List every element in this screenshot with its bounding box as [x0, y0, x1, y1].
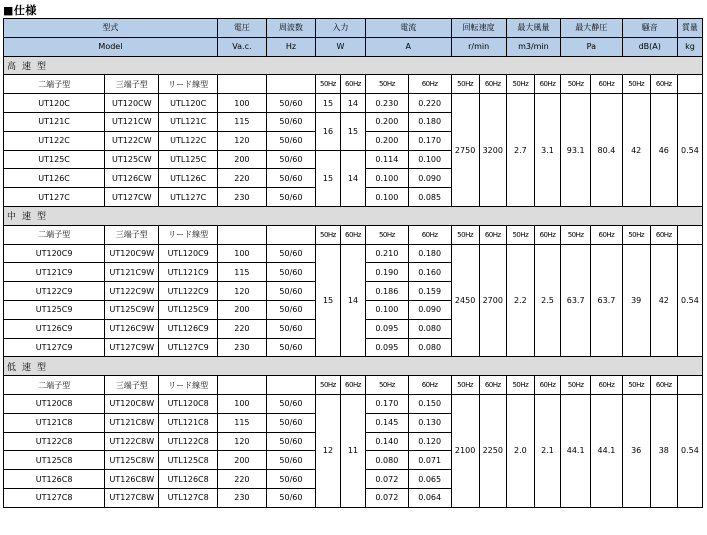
- current-60hz-cell: 0.080: [408, 338, 451, 357]
- header-row-units: [4, 37, 703, 56]
- section-title-row: [4, 206, 703, 225]
- frequency-cell: 50/60: [266, 94, 315, 113]
- header-title-cell: 型式: [4, 19, 218, 38]
- sub-header-frequency: 60Hz: [591, 225, 622, 244]
- current-50hz-cell: 0.114: [366, 150, 409, 169]
- model-two-terminal: UT120C9: [4, 244, 105, 263]
- section-title: 低速型: [4, 357, 703, 376]
- airflow-50hz-cell: 2.2: [506, 244, 534, 357]
- model-two-terminal: UT126C9: [4, 319, 105, 338]
- section-title-row: [4, 357, 703, 376]
- model-lead-wire: UTL120C8: [159, 394, 217, 413]
- current-60hz-cell: 0.085: [408, 188, 451, 207]
- current-50hz-cell: 0.210: [366, 244, 409, 263]
- sub-header-two-terminal: 二端子型: [4, 225, 105, 244]
- frequency-cell: 50/60: [266, 413, 315, 432]
- voltage-cell: 200: [217, 150, 266, 169]
- sub-header-frequency: 60Hz: [591, 75, 622, 94]
- sub-header-frequency: 50Hz: [315, 376, 340, 395]
- current-50hz-cell: 0.100: [366, 188, 409, 207]
- input-60hz-cell: 14: [340, 244, 365, 357]
- sub-header-two-terminal: 二端子型: [4, 376, 105, 395]
- sub-header-frequency: 60Hz: [479, 376, 506, 395]
- voltage-cell: 100: [217, 94, 266, 113]
- model-two-terminal: UT122C: [4, 131, 105, 150]
- page-title: ■仕様: [3, 4, 37, 17]
- input-60hz-cell: 11: [340, 394, 365, 507]
- voltage-cell: 120: [217, 131, 266, 150]
- pressure-60hz-cell: 44.1: [591, 394, 622, 507]
- voltage-cell: 115: [217, 112, 266, 131]
- voltage-cell: 100: [217, 394, 266, 413]
- noise-50hz-cell: 42: [622, 94, 650, 207]
- current-60hz-cell: 0.100: [408, 150, 451, 169]
- sub-header-frequency: 60Hz: [340, 376, 365, 395]
- sub-header-frequency: 60Hz: [408, 225, 451, 244]
- sub-header-frequency: 50Hz: [561, 376, 591, 395]
- header-unit-cell: A: [366, 37, 452, 56]
- current-60hz-cell: 0.080: [408, 319, 451, 338]
- current-60hz-cell: 0.120: [408, 432, 451, 451]
- current-60hz-cell: 0.220: [408, 94, 451, 113]
- frequency-cell: 50/60: [266, 150, 315, 169]
- header-unit-cell: m3/min: [506, 37, 560, 56]
- header-unit-cell: kg: [677, 37, 702, 56]
- header-title-cell: 騒音: [622, 19, 677, 38]
- frequency-cell: 50/60: [266, 263, 315, 282]
- model-three-terminal: UT120CW: [105, 94, 159, 113]
- current-60hz-cell: 0.160: [408, 263, 451, 282]
- sub-header-blank: [266, 75, 315, 94]
- frequency-cell: 50/60: [266, 282, 315, 301]
- sub-header-frequency: 50Hz: [506, 75, 534, 94]
- sub-header-frequency: 50Hz: [506, 225, 534, 244]
- current-60hz-cell: 0.170: [408, 131, 451, 150]
- current-60hz-cell: 0.065: [408, 470, 451, 489]
- current-50hz-cell: 0.080: [366, 451, 409, 470]
- model-three-terminal: UT126C8W: [105, 470, 159, 489]
- model-lead-wire: UTL126C: [159, 169, 217, 188]
- frequency-cell: 50/60: [266, 244, 315, 263]
- header-row-titles: [4, 19, 703, 38]
- frequency-cell: 50/60: [266, 188, 315, 207]
- voltage-cell: 115: [217, 413, 266, 432]
- airflow-60hz-cell: 3.1: [534, 94, 560, 207]
- header-title-cell: 電圧: [217, 19, 266, 38]
- mass-cell: 0.54: [677, 394, 702, 507]
- sub-header-frequency: 60Hz: [534, 75, 560, 94]
- model-two-terminal: UT122C8: [4, 432, 105, 451]
- model-three-terminal: UT120C9W: [105, 244, 159, 263]
- model-lead-wire: UTL122C8: [159, 432, 217, 451]
- frequency-cell: 50/60: [266, 451, 315, 470]
- input-50hz-cell: 16: [315, 112, 340, 150]
- header-unit-cell: dB(A): [622, 37, 677, 56]
- sub-header-frequency: 50Hz: [451, 225, 479, 244]
- sub-header-row: [4, 225, 703, 244]
- model-three-terminal: UT121CW: [105, 112, 159, 131]
- model-two-terminal: UT127C8: [4, 488, 105, 507]
- sub-header-frequency: 60Hz: [591, 376, 622, 395]
- sub-header-row: [4, 75, 703, 94]
- frequency-cell: 50/60: [266, 394, 315, 413]
- sub-header-frequency: 50Hz: [315, 225, 340, 244]
- input-50hz-cell: 15: [315, 94, 340, 113]
- model-lead-wire: UTL121C9: [159, 263, 217, 282]
- current-60hz-cell: 0.150: [408, 394, 451, 413]
- pressure-60hz-cell: 80.4: [591, 94, 622, 207]
- model-three-terminal: UT127CW: [105, 188, 159, 207]
- sub-header-frequency: 50Hz: [366, 225, 409, 244]
- model-two-terminal: UT125C8: [4, 451, 105, 470]
- frequency-cell: 50/60: [266, 338, 315, 357]
- input-60hz-cell: 14: [340, 150, 365, 206]
- current-50hz-cell: 0.100: [366, 169, 409, 188]
- noise-60hz-cell: 46: [650, 94, 677, 207]
- sub-header-frequency: 50Hz: [561, 225, 591, 244]
- noise-50hz-cell: 39: [622, 244, 650, 357]
- voltage-cell: 120: [217, 282, 266, 301]
- model-lead-wire: UTL125C8: [159, 451, 217, 470]
- voltage-cell: 230: [217, 488, 266, 507]
- model-two-terminal: UT122C9: [4, 282, 105, 301]
- sub-header-frequency: 60Hz: [408, 75, 451, 94]
- model-two-terminal: UT121C8: [4, 413, 105, 432]
- model-two-terminal: UT126C: [4, 169, 105, 188]
- header-title-cell: 入力: [315, 19, 365, 38]
- voltage-cell: 120: [217, 432, 266, 451]
- current-50hz-cell: 0.095: [366, 338, 409, 357]
- frequency-cell: 50/60: [266, 319, 315, 338]
- sub-header-frequency: 60Hz: [650, 225, 677, 244]
- sub-header-blank: [217, 75, 266, 94]
- header-title-cell: 周波数: [266, 19, 315, 38]
- speed-50hz-cell: 2100: [451, 394, 479, 507]
- model-two-terminal: UT126C8: [4, 470, 105, 489]
- model-lead-wire: UTL120C: [159, 94, 217, 113]
- current-50hz-cell: 0.100: [366, 300, 409, 319]
- header-unit-cell: Hz: [266, 37, 315, 56]
- model-two-terminal: UT120C8: [4, 394, 105, 413]
- model-lead-wire: UTL127C: [159, 188, 217, 207]
- sub-header-blank: [677, 75, 702, 94]
- speed-50hz-cell: 2450: [451, 244, 479, 357]
- model-lead-wire: UTL126C9: [159, 319, 217, 338]
- current-50hz-cell: 0.170: [366, 394, 409, 413]
- current-50hz-cell: 0.072: [366, 488, 409, 507]
- model-lead-wire: UTL122C: [159, 131, 217, 150]
- noise-60hz-cell: 42: [650, 244, 677, 357]
- header-title-cell: 最大静圧: [561, 19, 623, 38]
- header-unit-cell: Model: [4, 37, 218, 56]
- sub-header-frequency: 50Hz: [622, 225, 650, 244]
- header-title-cell: 質量: [677, 19, 702, 38]
- model-two-terminal: UT125C: [4, 150, 105, 169]
- sub-header-frequency: 60Hz: [534, 225, 560, 244]
- sub-header-frequency: 60Hz: [340, 225, 365, 244]
- table-row: [4, 394, 703, 413]
- sub-header-frequency: 50Hz: [451, 376, 479, 395]
- spec-table: [3, 18, 703, 508]
- current-60hz-cell: 0.130: [408, 413, 451, 432]
- header-title-cell: 最大風量: [506, 19, 560, 38]
- current-50hz-cell: 0.140: [366, 432, 409, 451]
- header-unit-cell: Va.c.: [217, 37, 266, 56]
- model-lead-wire: UTL121C: [159, 112, 217, 131]
- sub-header-frequency: 50Hz: [366, 376, 409, 395]
- sub-header-frequency: 50Hz: [506, 376, 534, 395]
- voltage-cell: 115: [217, 263, 266, 282]
- table-row: [4, 94, 703, 113]
- model-two-terminal: UT127C9: [4, 338, 105, 357]
- model-three-terminal: UT122C9W: [105, 282, 159, 301]
- model-two-terminal: UT125C9: [4, 300, 105, 319]
- sub-header-frequency: 50Hz: [315, 75, 340, 94]
- frequency-cell: 50/60: [266, 488, 315, 507]
- current-60hz-cell: 0.064: [408, 488, 451, 507]
- sub-header-frequency: 50Hz: [561, 75, 591, 94]
- model-three-terminal: UT126CW: [105, 169, 159, 188]
- frequency-cell: 50/60: [266, 112, 315, 131]
- input-60hz-cell: 15: [340, 112, 365, 150]
- header-title-cell: 回転速度: [451, 19, 506, 38]
- current-50hz-cell: 0.145: [366, 413, 409, 432]
- model-lead-wire: UTL125C9: [159, 300, 217, 319]
- model-three-terminal: UT122C8W: [105, 432, 159, 451]
- sub-header-blank: [217, 225, 266, 244]
- speed-60hz-cell: 2250: [479, 394, 506, 507]
- model-lead-wire: UTL127C8: [159, 488, 217, 507]
- current-50hz-cell: 0.230: [366, 94, 409, 113]
- sub-header-frequency: 60Hz: [534, 376, 560, 395]
- section-title-row: [4, 56, 703, 75]
- mass-cell: 0.54: [677, 244, 702, 357]
- airflow-60hz-cell: 2.1: [534, 394, 560, 507]
- model-three-terminal: UT127C9W: [105, 338, 159, 357]
- model-three-terminal: UT125C9W: [105, 300, 159, 319]
- input-50hz-cell: 15: [315, 244, 340, 357]
- airflow-50hz-cell: 2.0: [506, 394, 534, 507]
- current-50hz-cell: 0.095: [366, 319, 409, 338]
- model-three-terminal: UT122CW: [105, 131, 159, 150]
- current-60hz-cell: 0.159: [408, 282, 451, 301]
- model-lead-wire: UTL121C8: [159, 413, 217, 432]
- sub-header-three-terminal: 三端子型: [105, 75, 159, 94]
- sub-header-blank: [266, 225, 315, 244]
- model-lead-wire: UTL125C: [159, 150, 217, 169]
- sub-header-three-terminal: 三端子型: [105, 376, 159, 395]
- sub-header-frequency: 60Hz: [650, 376, 677, 395]
- voltage-cell: 200: [217, 451, 266, 470]
- sub-header-blank: [266, 376, 315, 395]
- sub-header-row: [4, 376, 703, 395]
- pressure-60hz-cell: 63.7: [591, 244, 622, 357]
- frequency-cell: 50/60: [266, 131, 315, 150]
- current-50hz-cell: 0.186: [366, 282, 409, 301]
- input-60hz-cell: 14: [340, 94, 365, 113]
- voltage-cell: 230: [217, 188, 266, 207]
- frequency-cell: 50/60: [266, 300, 315, 319]
- current-60hz-cell: 0.090: [408, 169, 451, 188]
- sub-header-frequency: 60Hz: [340, 75, 365, 94]
- model-lead-wire: UTL127C9: [159, 338, 217, 357]
- input-50hz-cell: 12: [315, 394, 340, 507]
- current-60hz-cell: 0.090: [408, 300, 451, 319]
- voltage-cell: 200: [217, 300, 266, 319]
- current-50hz-cell: 0.200: [366, 131, 409, 150]
- model-three-terminal: UT127C8W: [105, 488, 159, 507]
- voltage-cell: 100: [217, 244, 266, 263]
- speed-60hz-cell: 3200: [479, 94, 506, 207]
- voltage-cell: 230: [217, 338, 266, 357]
- sub-header-blank: [677, 225, 702, 244]
- table-row: [4, 244, 703, 263]
- frequency-cell: 50/60: [266, 432, 315, 451]
- model-two-terminal: UT121C: [4, 112, 105, 131]
- section-title: 高速型: [4, 56, 703, 75]
- airflow-60hz-cell: 2.5: [534, 244, 560, 357]
- speed-50hz-cell: 2750: [451, 94, 479, 207]
- noise-50hz-cell: 36: [622, 394, 650, 507]
- header-unit-cell: W: [315, 37, 365, 56]
- model-two-terminal: UT121C9: [4, 263, 105, 282]
- sub-header-lead-wire: リード線型: [159, 225, 217, 244]
- current-50hz-cell: 0.190: [366, 263, 409, 282]
- model-three-terminal: UT126C9W: [105, 319, 159, 338]
- sub-header-two-terminal: 二端子型: [4, 75, 105, 94]
- airflow-50hz-cell: 2.7: [506, 94, 534, 207]
- sub-header-blank: [217, 376, 266, 395]
- sub-header-frequency: 60Hz: [650, 75, 677, 94]
- frequency-cell: 50/60: [266, 169, 315, 188]
- header-title-cell: 電流: [366, 19, 452, 38]
- model-two-terminal: UT120C: [4, 94, 105, 113]
- voltage-cell: 220: [217, 319, 266, 338]
- header-unit-cell: r/min: [451, 37, 506, 56]
- model-three-terminal: UT125CW: [105, 150, 159, 169]
- pressure-50hz-cell: 44.1: [561, 394, 591, 507]
- current-60hz-cell: 0.180: [408, 112, 451, 131]
- current-50hz-cell: 0.200: [366, 112, 409, 131]
- sub-header-lead-wire: リード線型: [159, 75, 217, 94]
- sub-header-frequency: 50Hz: [366, 75, 409, 94]
- model-three-terminal: UT121C8W: [105, 413, 159, 432]
- model-three-terminal: UT121C9W: [105, 263, 159, 282]
- frequency-cell: 50/60: [266, 470, 315, 489]
- model-lead-wire: UTL122C9: [159, 282, 217, 301]
- sub-header-frequency: 50Hz: [622, 75, 650, 94]
- pressure-50hz-cell: 93.1: [561, 94, 591, 207]
- model-lead-wire: UTL126C8: [159, 470, 217, 489]
- current-60hz-cell: 0.071: [408, 451, 451, 470]
- speed-60hz-cell: 2700: [479, 244, 506, 357]
- header-unit-cell: Pa: [561, 37, 623, 56]
- input-50hz-cell: 15: [315, 150, 340, 206]
- voltage-cell: 220: [217, 470, 266, 489]
- sub-header-frequency: 60Hz: [479, 75, 506, 94]
- current-50hz-cell: 0.072: [366, 470, 409, 489]
- sub-header-frequency: 60Hz: [479, 225, 506, 244]
- noise-60hz-cell: 38: [650, 394, 677, 507]
- sub-header-three-terminal: 三端子型: [105, 225, 159, 244]
- model-three-terminal: UT120C8W: [105, 394, 159, 413]
- sub-header-frequency: 60Hz: [408, 376, 451, 395]
- model-two-terminal: UT127C: [4, 188, 105, 207]
- sub-header-lead-wire: リード線型: [159, 376, 217, 395]
- voltage-cell: 220: [217, 169, 266, 188]
- model-three-terminal: UT125C8W: [105, 451, 159, 470]
- section-title: 中速型: [4, 206, 703, 225]
- sub-header-blank: [677, 376, 702, 395]
- model-lead-wire: UTL120C9: [159, 244, 217, 263]
- pressure-50hz-cell: 63.7: [561, 244, 591, 357]
- current-60hz-cell: 0.180: [408, 244, 451, 263]
- sub-header-frequency: 50Hz: [622, 376, 650, 395]
- mass-cell: 0.54: [677, 94, 702, 207]
- sub-header-frequency: 50Hz: [451, 75, 479, 94]
